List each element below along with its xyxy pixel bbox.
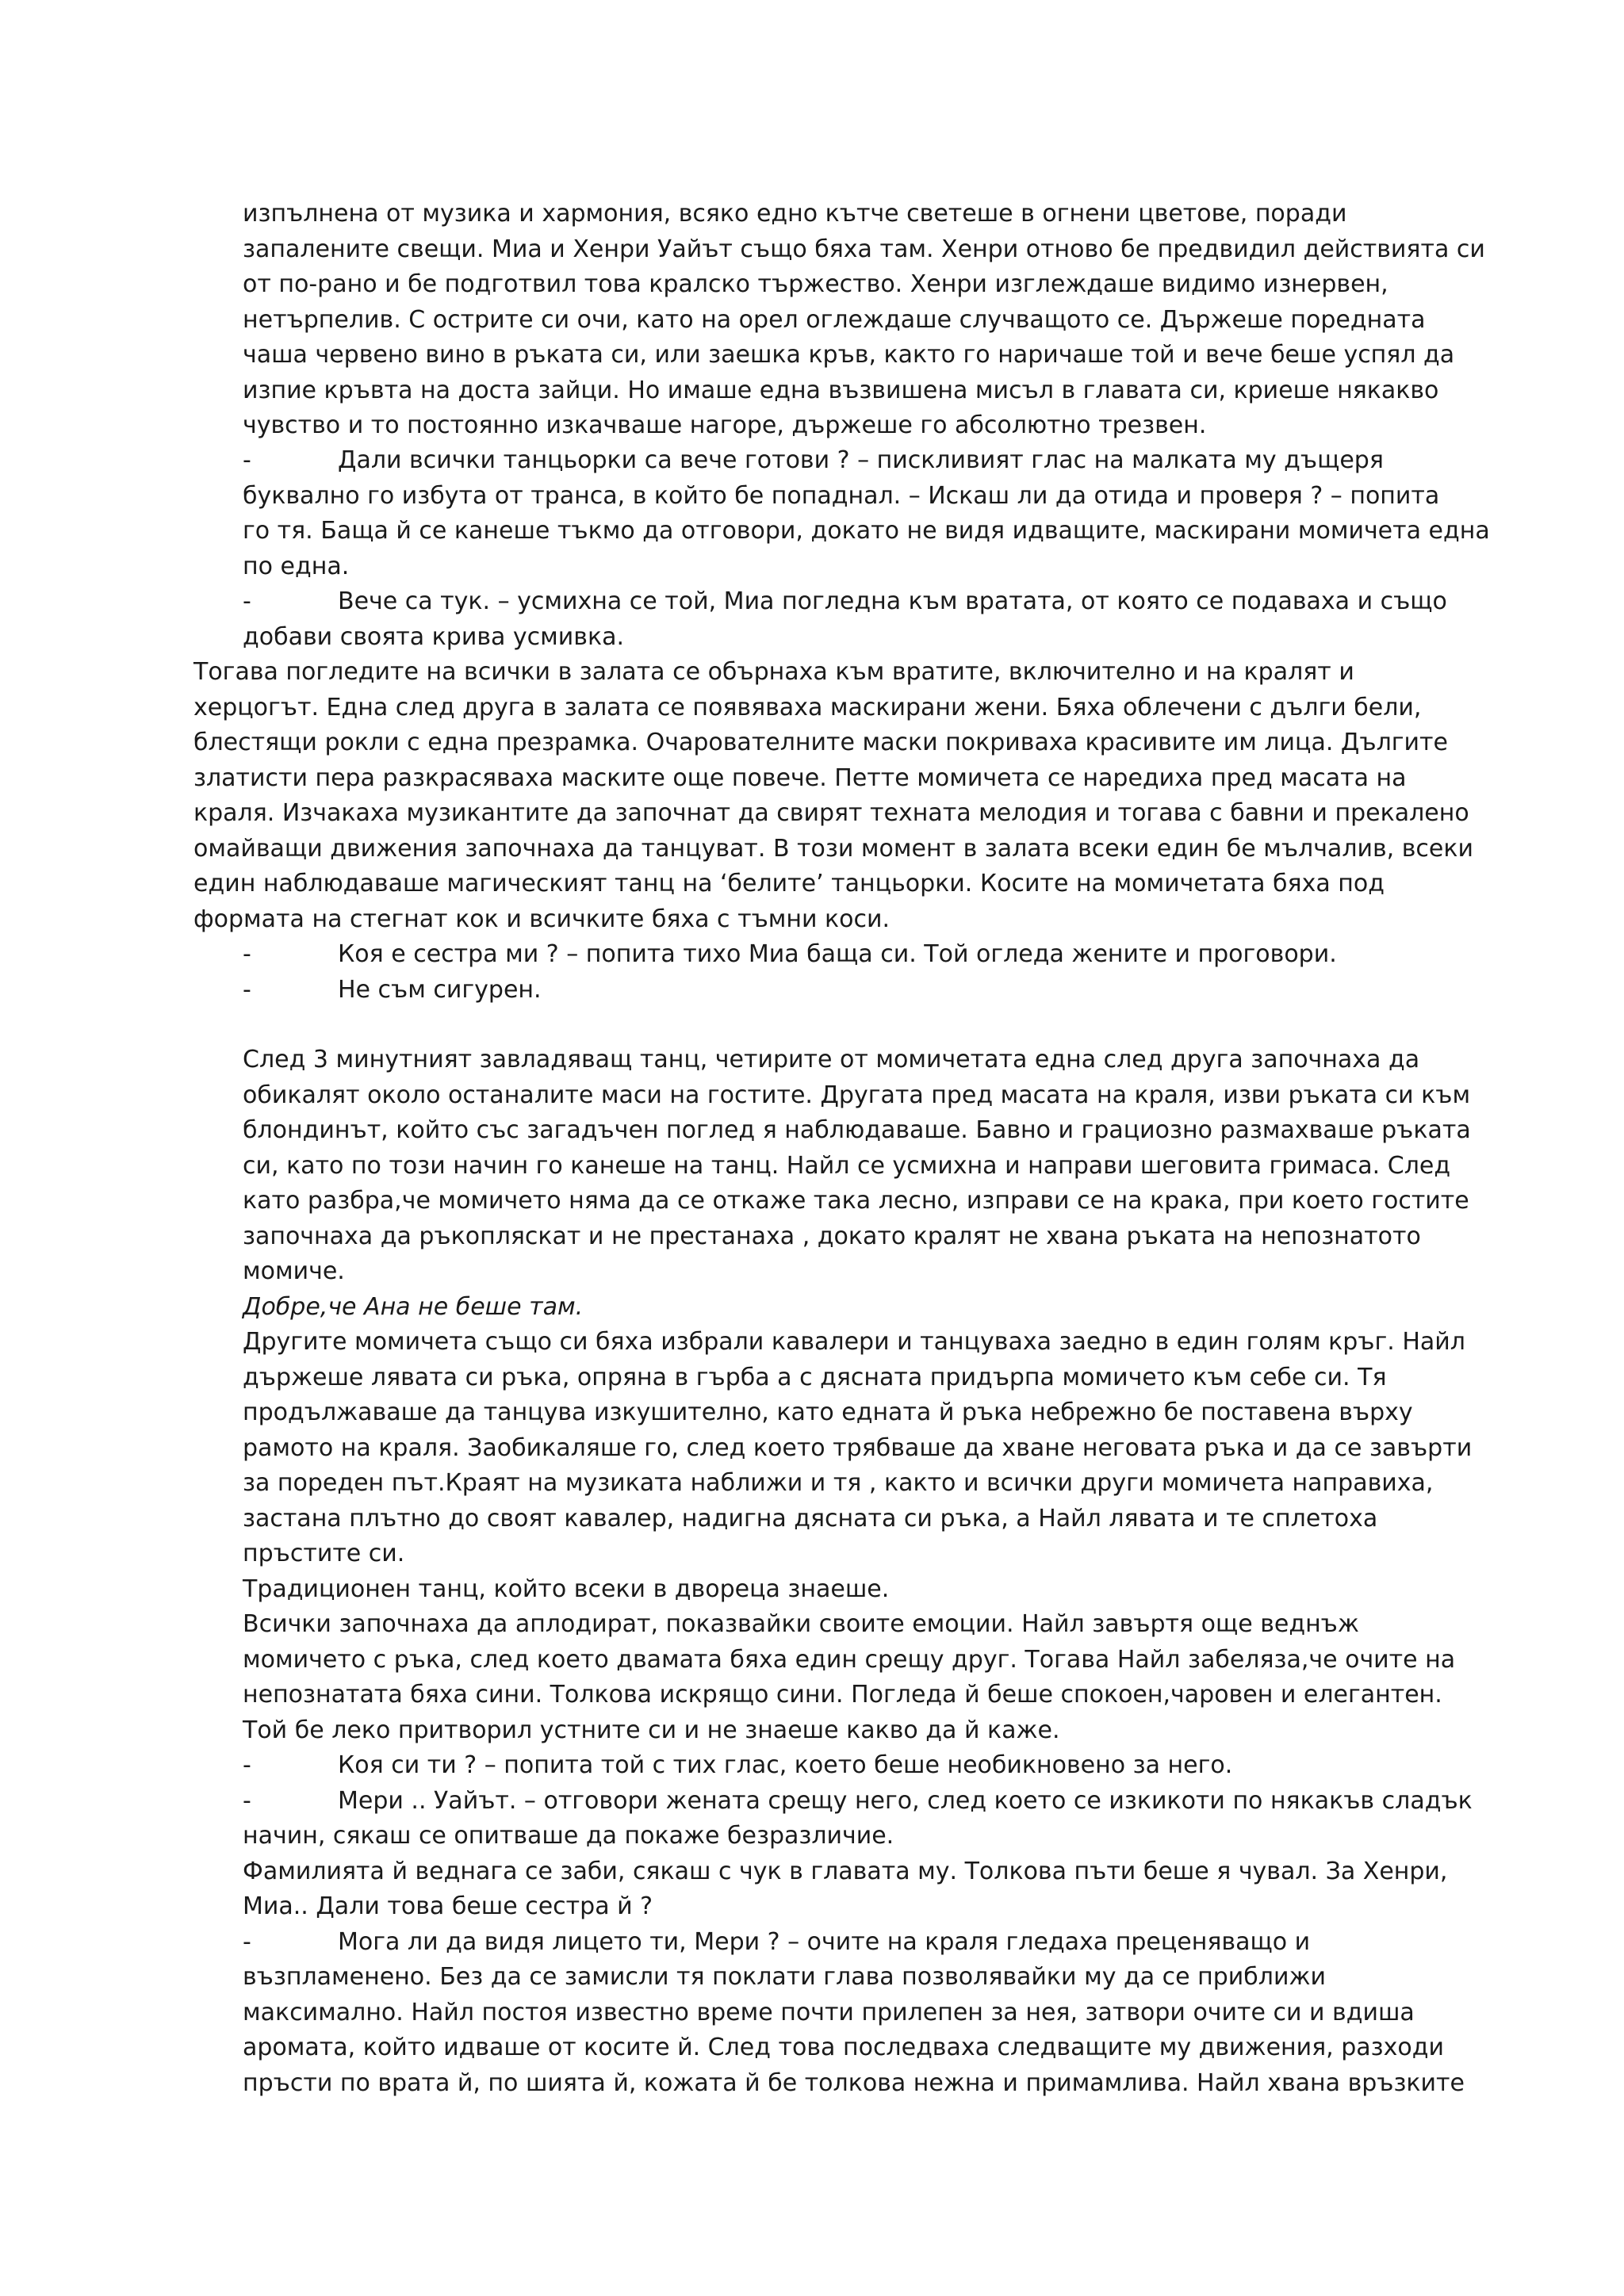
text-line: добави своята крива усмивка. — [243, 622, 625, 651]
text-line: Тогава погледите на всички в залата се обърнаха към вратите, включително и на кралят и — [193, 658, 1354, 686]
text-line: начин, сякаш се опитваше да покаже безразличие. — [243, 1822, 894, 1850]
text-line: буквално го избута от транса, в който бе попаднал. – Искаш ли да отида и проверя ? – попита — [243, 481, 1440, 510]
dialogue-3 — [243, 937, 1464, 1008]
text-line: си, като по този начин го канеше на танц. Найл се усмихна и направи шеговита гримаса. След — [243, 1151, 1451, 1180]
italic-thought: Добре,че Ана не беше там. — [243, 1292, 584, 1321]
text-line: изпълнена от музика и хармония, всяко едно кътче светеше в огнени цветове, поради — [243, 200, 1347, 228]
dialogue-line — [243, 443, 1464, 479]
text-line: обикалят около останалите маси на гостите. Другата пред масата на краля, изви ръката си към — [243, 1081, 1471, 1109]
text-line: започнаха да ръкопляскат и не престанаха , докато кралят не хвана ръката на непознатото — [243, 1222, 1421, 1250]
text-line: нетърпелив. С острите си очи, като на орел оглеждаше случващото се. Държеше поредната — [243, 305, 1426, 334]
text-line: Фамилията й веднага се заби, сякаш с чук в главата му. Толкова пъти беше я чувал. За Хенри, — [243, 1857, 1448, 1885]
dialogue-text: Коя си ти ? – попита той с тих глас, което беше необикновено за него. — [338, 1751, 1233, 1779]
text-line: застана плътно до своят кавалер, надигна дясната си ръка, а Найл лявата и те сплетоха — [243, 1504, 1378, 1533]
dialogue-text: Вече са тук. – усмихна се той, Миа погледна към вратата, от която се подаваха и също — [338, 587, 1447, 615]
text-line: го тя. Баща й се канеше тъкмо да отговори, докато не видя идващите, маскирани момичета една — [243, 517, 1490, 545]
text-line: златисти пера разкрасяваха маските още повече. Петте момичета се наредиха пред масата на — [193, 763, 1407, 792]
dialogue-1 — [243, 443, 1490, 584]
text-line: възпламенено. Без да се замисли тя поклати глава позволявайки му да се приближи — [243, 1963, 1326, 1991]
text-line: След 3 минутният завладяващ танц, четирите от момичетата една след друга започнаха да — [243, 1046, 1420, 1073]
text-line: Всички започнаха да аплодират, показвайки своите емоции. Найл завъртя още веднъж — [243, 1610, 1359, 1638]
text-line: блондинът, който със загадъчен поглед я наблюдаваше. Бавно и грациозно размахваше ръката — [243, 1116, 1471, 1144]
dialogue-text: Дали всички танцьорки са вече готови ? – пискливият глас на малката му дъщеря — [338, 446, 1384, 474]
text-line: Традиционен танц, който всеки в двореца знаеше. — [243, 1575, 890, 1603]
text-line: формата на стегнат кок и всичките бяха с тъмни коси. — [193, 905, 891, 933]
dash-marker: - — [243, 1786, 251, 1815]
dash-marker: - — [243, 940, 251, 968]
text-line: по една. — [243, 552, 350, 580]
dialogue-line — [243, 1925, 1464, 1961]
text-line: омайващи движения започнаха да танцуват. В този момент в залата всеки един бе мълчалив, всеки — [193, 834, 1473, 863]
dialogue-line — [243, 937, 1464, 973]
dialogue-2 — [243, 584, 1464, 655]
text-line: максимално. Найл постоя известно време почти прилепен за нея, затвори очите си и вдиша — [243, 1998, 1415, 2026]
dialogue-text: Коя е сестра ми ? – попита тихо Миа баща си. Той огледа жените и проговори. — [338, 940, 1337, 968]
text-line: чаша червено вино в ръката си, или заешка кръв, както го наричаше той и вече беше успял да — [243, 341, 1455, 369]
dialogue-line — [243, 1784, 1473, 1820]
paragraph-1 — [243, 197, 1485, 444]
dialogue-line — [243, 1748, 1464, 1784]
dialogue-text: Не съм сигурен. — [338, 975, 542, 1004]
text-line: запалените свещи. Миа и Хенри Уайът също бяха там. Хенри отново бе предвидил действията си — [243, 235, 1485, 263]
dialogue-line — [243, 584, 1464, 620]
text-line: краля. Изчакаха музикантите да започнат да свирят техната мелодия и тогава с бавни и прекалено — [193, 799, 1469, 827]
text-line: непознатата бяха сини. Толкова искрящо сини. Погледа й беше спокоен,чаровен и елегантен. — [243, 1681, 1442, 1709]
dialogue-text: Мога ли да видя лицето ти, Мери ? – очите на краля гледаха преценяващо и — [338, 1927, 1311, 1956]
text-line: Той бе леко притворил устните си и не знаеше какво да й каже. — [243, 1716, 1060, 1744]
text-line: блестящи рокли с една презрамка. Очарователните маски покриваха красивите им лица. Дългите — [193, 729, 1448, 756]
text-line: от по-рано и бе подготвил това кралско тържество. Хенри изглеждаше видимо изнервен, — [243, 270, 1388, 298]
dialogue-line — [243, 973, 1464, 1008]
dash-marker: - — [243, 587, 251, 615]
text-line: изпие кръвта на доста зайци. Но имаше една възвишена мисъл в главата си, криеше някакво — [243, 376, 1439, 404]
text-line: пръсти по врата й, по шията й, кожата й бе толкова нежна и примамлива. Найл хвана връзките — [243, 2068, 1465, 2097]
dash-marker: - — [243, 975, 251, 1004]
paragraph-2 — [193, 655, 1473, 937]
text-line: Другите момичета също си бяха избрали кавалери и танцуваха заедно в един голям кръг. Найл — [243, 1328, 1465, 1356]
text-line: като разбра,че момичето няма да се откаже така лесно, изправи се на крака, при което гостите — [243, 1187, 1469, 1215]
text-line: момиче. — [243, 1257, 345, 1285]
dash-marker: - — [243, 446, 251, 474]
text-line: чувство и то постоянно изкачваше нагоре, държеше го абсолютно трезвен. — [243, 411, 1207, 439]
text-line: Миа.. Дали това беше сестра й ? — [243, 1892, 653, 1920]
paragraph-3 — [243, 1043, 1473, 2101]
text-line: продължаваше да танцува изкушително, като едната й ръка небрежно бе поставена върху — [243, 1399, 1413, 1426]
text-line: момичето с ръка, след което двамата бяха един срещу друг. Тогава Найл забеляза,че очите на — [243, 1645, 1456, 1674]
dialogue-text: Мери .. Уайът. – отговори жената срещу него, след което се изкикоти по някакъв сладък — [338, 1786, 1473, 1815]
text-line: държеше лявата си ръка, опряна в гърба а с дясната придърпа момичето към себе си. Тя — [243, 1363, 1387, 1391]
text-line: аромата, който идваше от косите й. След това последваха следващите му движения, разходи — [243, 2034, 1444, 2061]
text-line: пръстите си. — [243, 1540, 405, 1567]
dash-marker: - — [243, 1927, 251, 1956]
text-line: един наблюдаваше магическият танц на ‘белите’ танцьорки. Косите на момичетата бяха под — [193, 870, 1385, 897]
text-line: рамото на краля. Заобикаляше го, след което трябваше да хване неговата ръка и да се завърти — [243, 1433, 1473, 1462]
text-line: за пореден път.Краят на музиката наближи и тя , както и всички други момичета направиха, — [243, 1469, 1434, 1497]
dash-marker: - — [243, 1751, 251, 1779]
text-line: херцогът. Една след друга в залата се появяваха маскирани жени. Бяха облечени с дълги бели, — [193, 693, 1422, 721]
